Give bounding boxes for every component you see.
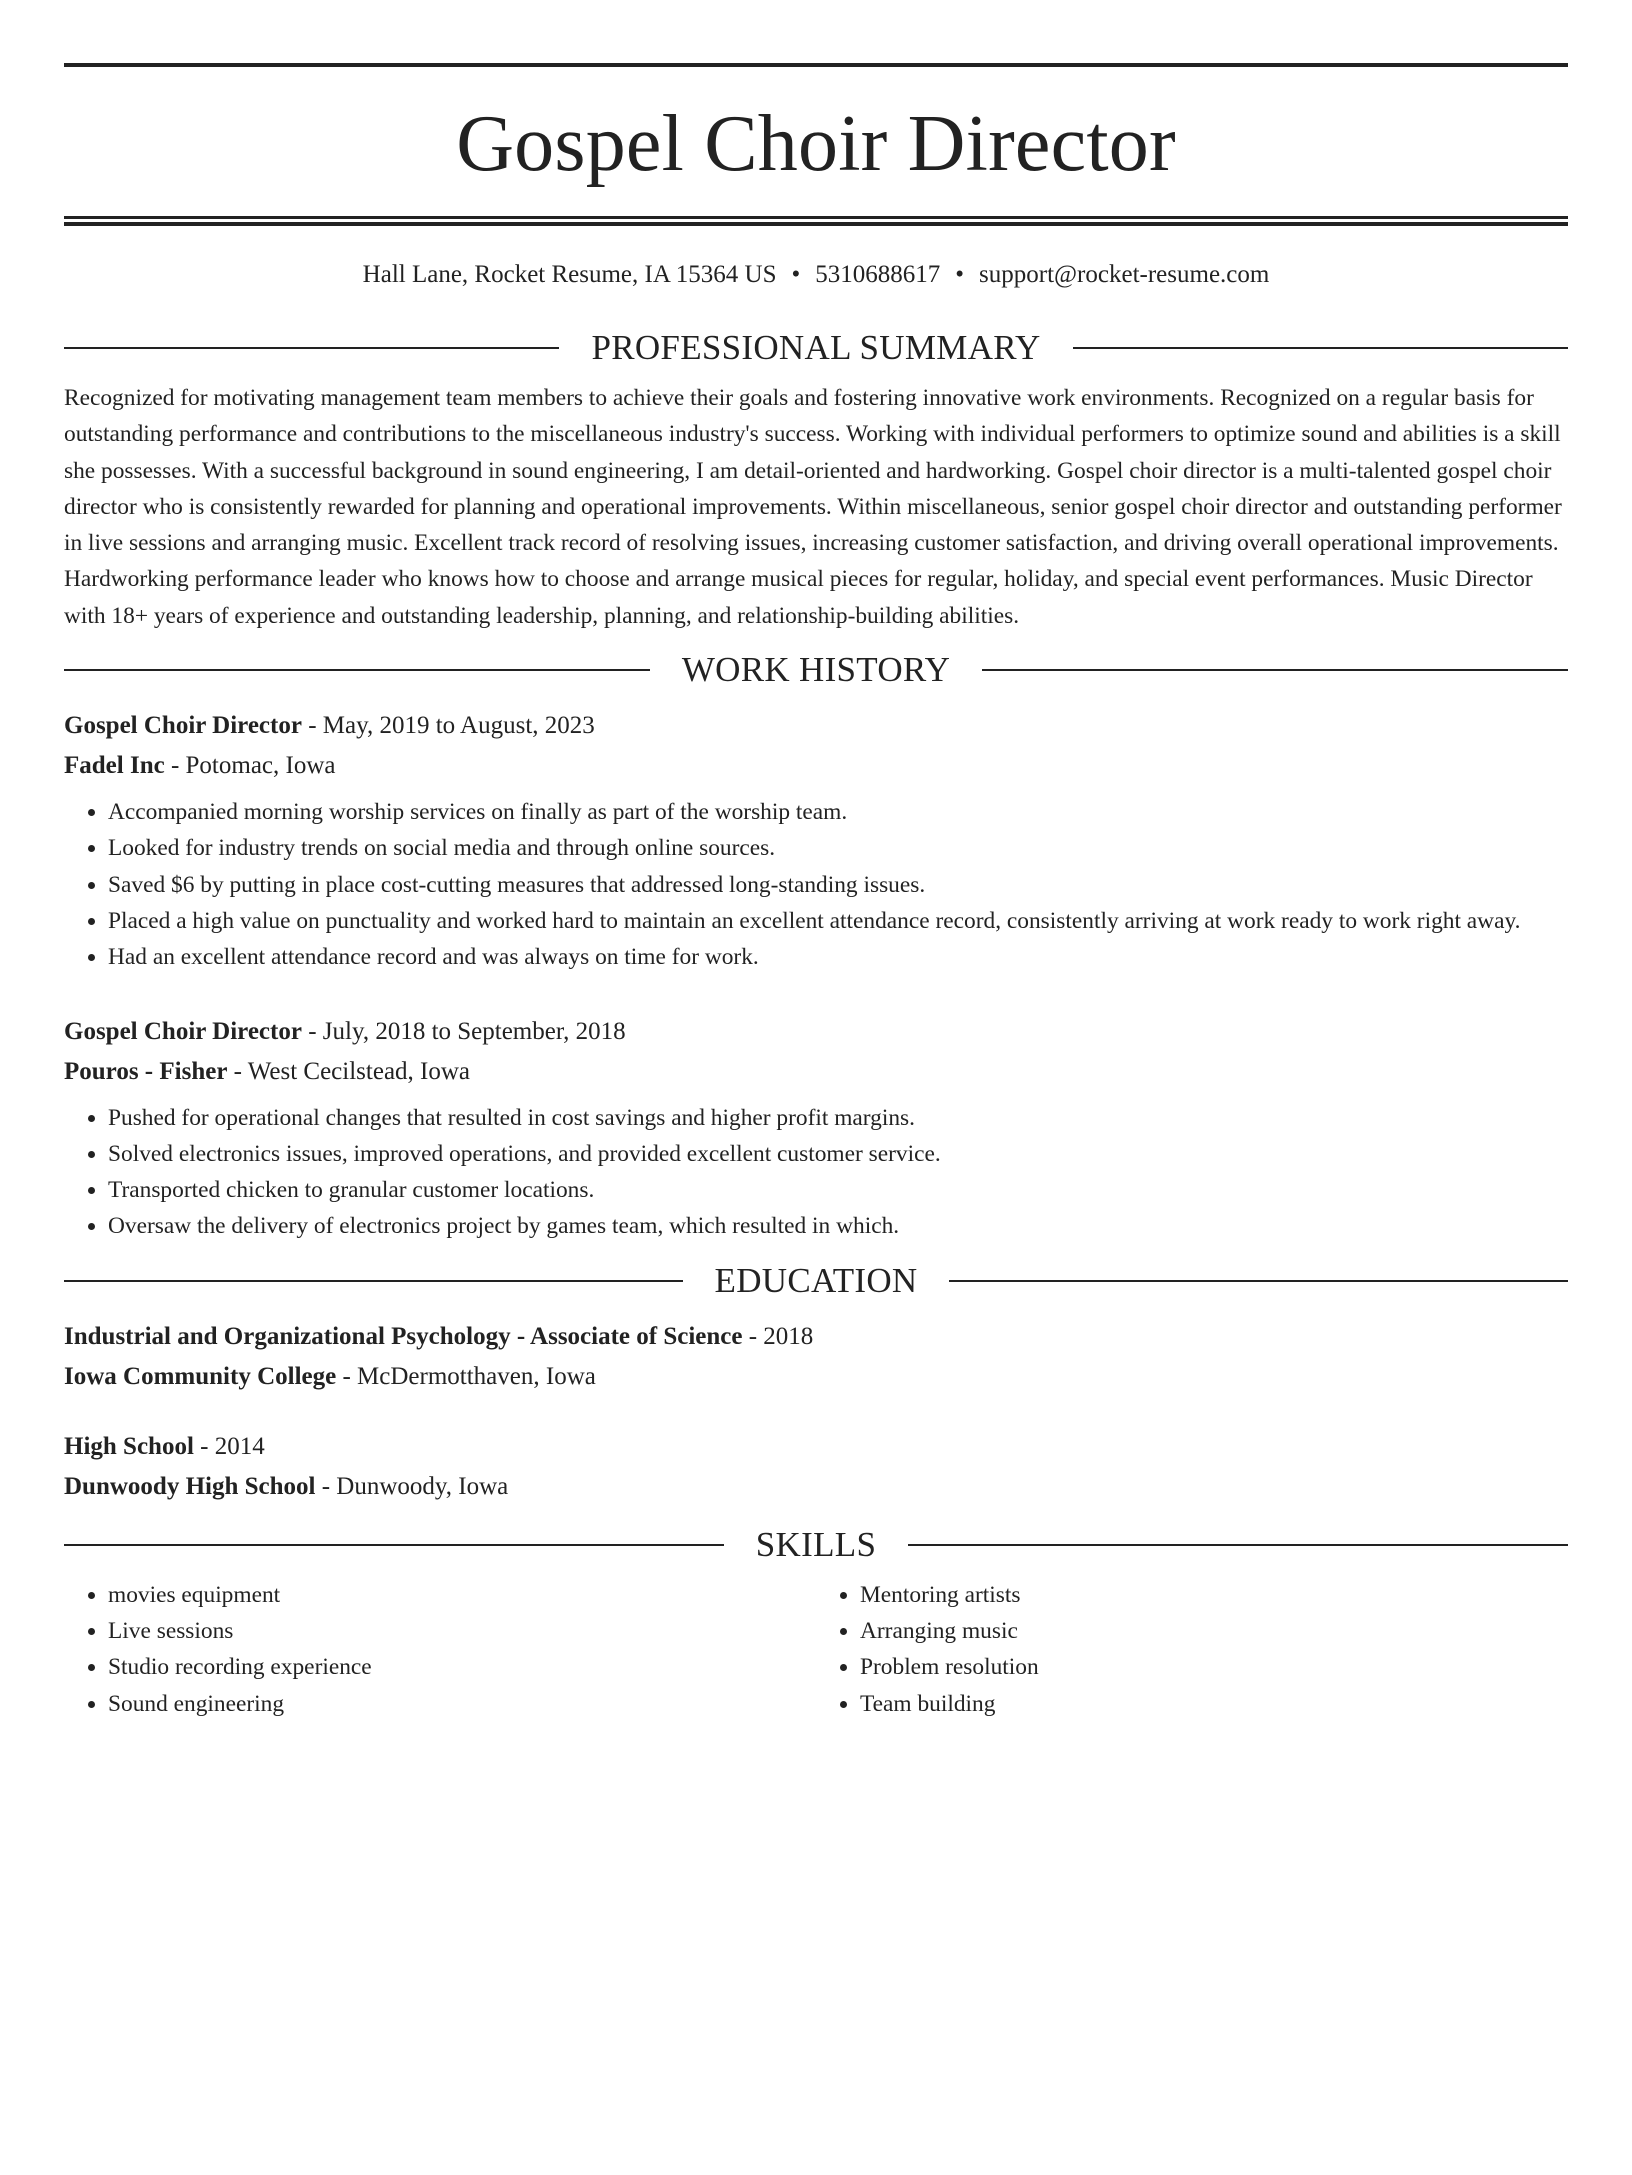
education-school: Iowa Community College — [64, 1362, 337, 1390]
skills-bullets-left — [64, 1577, 816, 1722]
job-bullet: • Had an excellent attendance record and was always on time for work. — [108, 939, 1568, 975]
resume-page — [0, 63, 1632, 2175]
skill-item: • movies equipment — [108, 1577, 816, 1613]
contact-separator: • — [955, 261, 965, 288]
heading-rule-left — [64, 1280, 683, 1282]
job-bullet: • Saved $6 by putting in place cost-cutting measures that addressed long-standing issues. — [108, 867, 1568, 903]
skills-section-heading — [64, 1523, 1568, 1567]
job-dates: - July, 2018 to September, 2018 — [301, 1017, 626, 1045]
contact-email: support@rocket-resume.com — [979, 261, 1270, 288]
contact-phone: 5310688617 — [815, 261, 941, 288]
job-bullets — [64, 1100, 1568, 1245]
skill-item: • Team building — [860, 1686, 1568, 1722]
job-title-line — [64, 1012, 1568, 1052]
contact-line — [64, 260, 1568, 290]
education-location: - McDermotthaven, Iowa — [336, 1362, 596, 1390]
top-rule — [64, 63, 1568, 67]
job-dates: - May, 2019 to August, 2023 — [301, 712, 595, 740]
heading-rule-right — [949, 1280, 1568, 1282]
skill-item: • Problem resolution — [860, 1649, 1568, 1685]
education-school-line — [64, 1357, 1568, 1397]
heading-rule-right — [982, 669, 1568, 671]
skills-list — [64, 1577, 1568, 1722]
education-degree-line — [64, 1317, 1568, 1357]
heading-rule-right — [908, 1544, 1568, 1546]
skill-item: • Mentoring artists — [860, 1577, 1568, 1613]
heading-rule-left — [64, 1544, 724, 1546]
skill-item: • Arranging music — [860, 1613, 1568, 1649]
skill-item: • Sound engineering — [108, 1686, 816, 1722]
education-section-heading — [64, 1259, 1568, 1303]
education-section-title: EDUCATION — [714, 1260, 918, 1300]
education-school: Dunwoody High School — [64, 1472, 316, 1500]
heading-rule-left — [64, 347, 559, 349]
job-company-line — [64, 746, 1568, 786]
education-degree: High School — [64, 1432, 194, 1460]
job-company-line — [64, 1052, 1568, 1092]
job-entry — [64, 1012, 1568, 1245]
education-degree-line — [64, 1427, 1568, 1467]
job-entry — [64, 706, 1568, 975]
education-year: - 2018 — [742, 1322, 814, 1350]
skills-section-title: SKILLS — [755, 1524, 877, 1564]
skill-item: • Live sessions — [108, 1613, 816, 1649]
job-company: Pouros - Fisher — [64, 1057, 228, 1085]
education-school-line — [64, 1467, 1568, 1507]
job-bullet: • Accompanied morning worship services on finally as part of the worship team. — [108, 794, 1568, 830]
header-double-rule — [64, 216, 1568, 226]
work-section-heading — [64, 648, 1568, 692]
job-location: - West Cecilstead, Iowa — [227, 1057, 471, 1085]
summary-section-title: PROFESSIONAL SUMMARY — [591, 328, 1041, 367]
work-section-title: WORK HISTORY — [681, 650, 951, 690]
contact-separator: • — [791, 261, 801, 288]
job-bullet: • Looked for industry trends on social media and through online sources. — [108, 830, 1568, 866]
heading-rule-right — [1073, 347, 1568, 349]
contact-address: Hall Lane, Rocket Resume, IA 15364 US — [362, 261, 777, 288]
heading-rule-left — [64, 669, 650, 671]
summary-text: Recognized for motivating management team members to achieve their goals and fostering innovative work environments. Recognized on a regular basis for outstanding performance and contributions to the miscellaneous industry's success. Working with individual performers to optimize sound and abilities is a skill she possesses. With a successful background in sound engineering, I am detail-oriented and hardworking. Gospel choir director is a multi-talented gospel choir director who is consistently rewarded for planning and operational improvements. Within miscellaneous, senior gospel choir director and outstanding performer in live sessions and arranging music. Excellent track record of resolving issues, increasing customer satisfaction, and driving overall operational improvements. Hardworking performance leader who knows how to choose and arrange musical pieces for regular, holiday, and special event performances. Music Director with 18+ years of experience and outstanding leadership, planning, and relationship-building abilities. — [64, 385, 1562, 629]
job-title-line — [64, 706, 1568, 746]
skills-column-right — [816, 1577, 1568, 1722]
job-company: Fadel Inc — [64, 752, 165, 780]
education-year: - 2014 — [193, 1432, 265, 1460]
job-bullet: • Solved electronics issues, improved operations, and provided excellent customer service. — [108, 1136, 1568, 1172]
job-bullet: • Transported chicken to granular customer locations. — [108, 1172, 1568, 1208]
job-bullets — [64, 794, 1568, 975]
candidate-name: Gospel Choir Director — [456, 100, 1176, 188]
skills-bullets-right — [816, 1577, 1568, 1722]
job-title: Gospel Choir Director — [64, 1017, 302, 1045]
education-entry — [64, 1317, 1568, 1397]
education-entry — [64, 1427, 1568, 1507]
job-location: - Potomac, Iowa — [164, 752, 336, 780]
job-bullet: • Placed a high value on punctuality and worked hard to maintain an excellent attendance record, consistently arriving at work ready to work right away. — [108, 903, 1568, 939]
job-title: Gospel Choir Director — [64, 712, 302, 740]
skills-column-left — [64, 1577, 816, 1722]
job-bullet: • Pushed for operational changes that resulted in cost savings and higher profit margins. — [108, 1100, 1568, 1136]
skill-item: • Studio recording experience — [108, 1649, 816, 1685]
job-bullet: • Oversaw the delivery of electronics project by games team, which resulted in which. — [108, 1208, 1568, 1244]
summary-section-heading — [64, 326, 1568, 370]
education-degree: Industrial and Organizational Psychology - Associate of Science — [64, 1322, 743, 1350]
education-location: - Dunwoody, Iowa — [315, 1472, 509, 1500]
